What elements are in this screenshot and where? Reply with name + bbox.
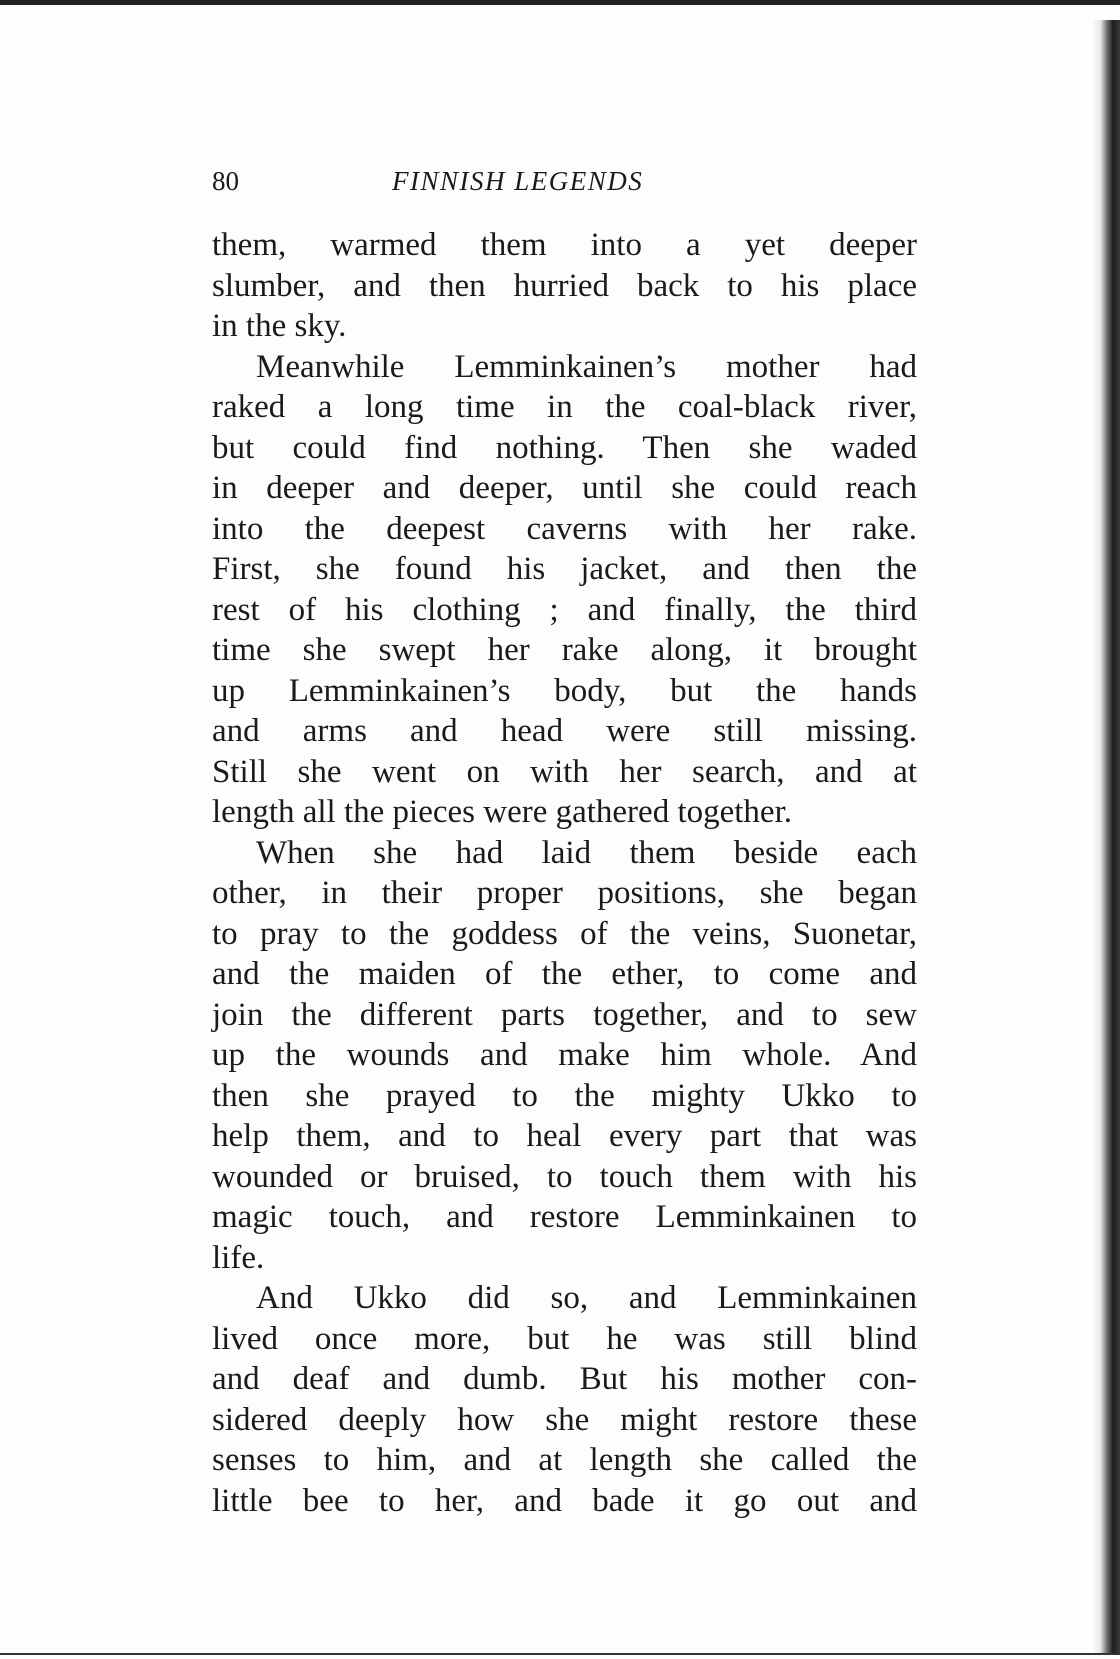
text-line: life.: [212, 1239, 265, 1276]
text-line: rest of his clothing ; and finally, the third: [212, 591, 917, 628]
text-line: into the deepest caverns with her rake.: [212, 510, 917, 547]
text-line: First, she found his jacket, and then the: [212, 551, 917, 587]
top-rule: [0, 0, 1120, 5]
text-line: and arms and head were still missing.: [212, 713, 917, 749]
book-spine-shadow: [1092, 20, 1120, 1655]
text-line: magic touch, and restore Lemminkainen to: [212, 1199, 917, 1235]
text-line: to pray to the goddess of the veins, Suonetar,: [212, 915, 917, 952]
text-line: wounded or bruised, to touch them with his: [212, 1158, 917, 1195]
text-line: help them, and to heal every part that was: [212, 1118, 917, 1154]
text-line: lived once more, but he was still blind: [212, 1320, 917, 1357]
text-line: When she had laid them beside each: [256, 834, 917, 871]
text-line: them, warmed them into a yet deeper: [212, 227, 917, 263]
running-title: FINNISH LEGENDS: [392, 166, 644, 196]
text-line: little bee to her, and bade it go out and: [212, 1482, 917, 1519]
text-line: And Ukko did so, and Lemminkainen: [256, 1280, 917, 1316]
text-line: Still she went on with her search, and at: [212, 753, 917, 790]
text-line: and deaf and dumb. But his mother con-: [212, 1361, 917, 1397]
text-line: in the sky.: [212, 308, 347, 344]
text-line: time she swept her rake along, it brought: [212, 632, 917, 668]
text-line: raked a long time in the coal-black river,: [212, 389, 917, 425]
text-line: senses to him, and at length she called the: [212, 1442, 917, 1478]
text-line: slumber, and then hurried back to his place: [212, 267, 917, 304]
text-line: up the wounds and make him whole. And: [212, 1037, 917, 1073]
page-header: [212, 163, 917, 203]
text-line: join the different parts together, and to sew: [212, 996, 917, 1033]
text-line: Meanwhile Lemminkainen’s mother had: [256, 348, 917, 385]
body-text: [212, 225, 917, 1521]
text-line: in deeper and deeper, until she could reach: [212, 470, 917, 506]
text-line: and the maiden of the ether, to come and: [212, 956, 917, 992]
text-line: other, in their proper positions, she began: [212, 875, 917, 911]
page-number: 80: [212, 166, 239, 196]
text-line: up Lemminkainen’s body, but the hands: [212, 672, 917, 709]
text-line: sidered deeply how she might restore these: [212, 1401, 917, 1438]
text-line: length all the pieces were gathered together.: [212, 794, 792, 830]
text-line: but could find nothing. Then she waded: [212, 429, 917, 466]
bottom-rule: [0, 1653, 1120, 1655]
text-line: then she prayed to the mighty Ukko to: [212, 1077, 917, 1114]
